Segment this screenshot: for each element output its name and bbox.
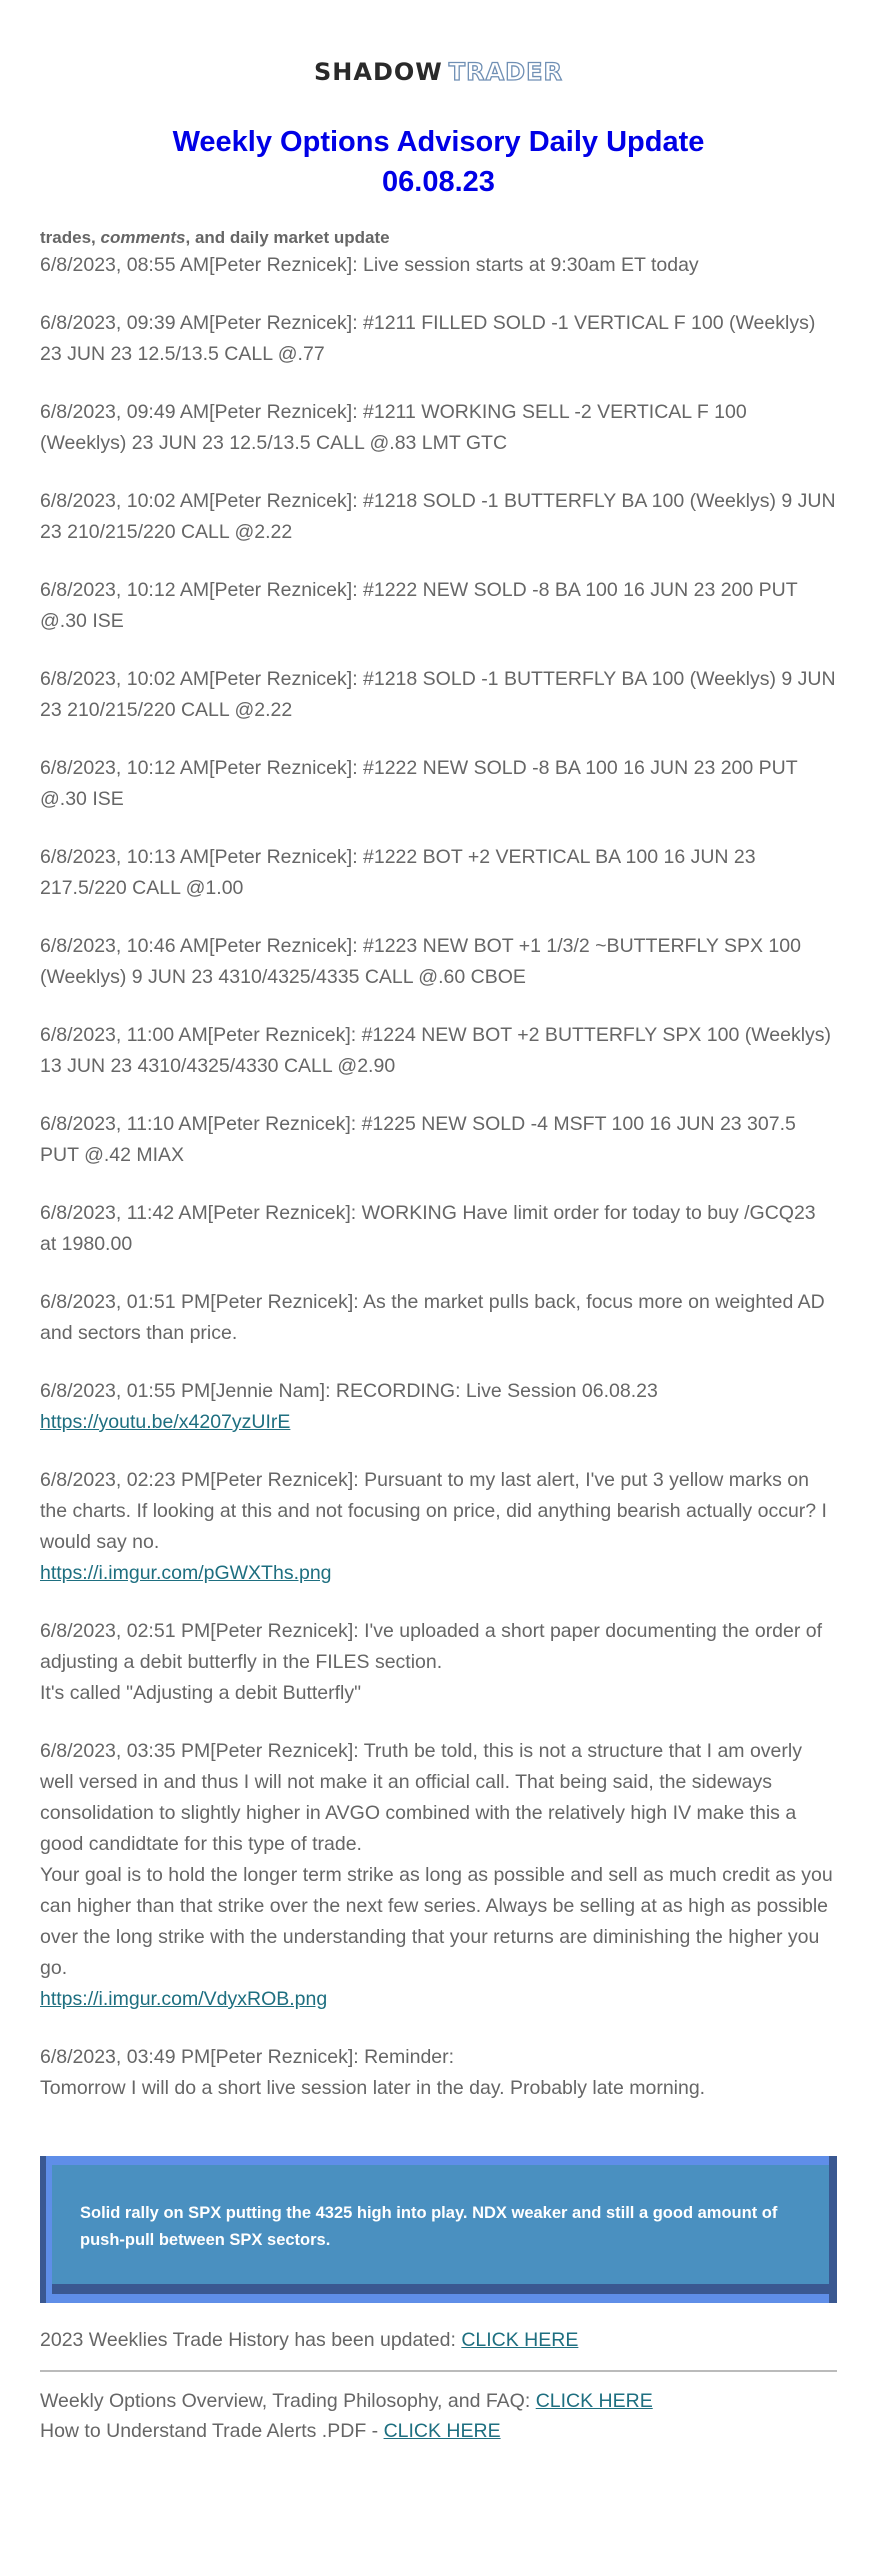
pdf-link[interactable]: CLICK HERE <box>383 2420 501 2442</box>
entry-text: 6/8/2023, 09:39 AM[Peter Reznicek]: #1211 FILLED SOLD -1 VERTICAL F 100 (Weeklys) 23 JUN 23 12.5/13.5 CALL @.77 <box>40 312 816 365</box>
history-text: 2023 Weeklies Trade History has been updated: <box>40 2329 462 2351</box>
list-item <box>40 1020 837 1082</box>
section-subtitle <box>40 226 837 250</box>
summary-text: Solid rally on SPX putting the 4325 high into play. NDX weaker and still a good amount of push-pull between SPX sectors. <box>52 2165 829 2294</box>
list-item <box>40 931 837 993</box>
shadow-trader-logo <box>0 0 877 90</box>
list-item <box>40 397 837 459</box>
page-title <box>0 122 877 202</box>
entry-link[interactable]: https://i.imgur.com/pGWXThs.png <box>40 1562 332 1584</box>
list-item <box>40 308 837 370</box>
entry-text: 6/8/2023, 09:49 AM[Peter Reznicek]: #1211 WORKING SELL -2 VERTICAL F 100 (Weeklys) 23 JUN 23 12.5/13.5 CALL @.83 LMT GTC <box>40 401 747 454</box>
logo-part2: TRADER <box>448 58 563 86</box>
subtitle-em: comments <box>100 228 186 247</box>
entry-text: 6/8/2023, 10:13 AM[Peter Reznicek]: #1222 BOT +2 VERTICAL BA 100 16 JUN 23 217.5/220 CALL @1.00 <box>40 846 756 899</box>
entry-text: 6/8/2023, 10:12 AM[Peter Reznicek]: #1222 NEW SOLD -8 BA 100 16 JUN 23 200 PUT @.30 ISE <box>40 757 798 810</box>
pdf-text: How to Understand Trade Alerts .PDF - <box>40 2420 384 2442</box>
list-item <box>40 1376 837 1438</box>
subtitle-pre: trades, <box>40 228 101 247</box>
content <box>40 226 837 2446</box>
entry-link[interactable]: https://youtu.be/x4207yzUIrE <box>40 1411 291 1433</box>
entries-list <box>40 250 837 2104</box>
overview-text: Weekly Options Overview, Trading Philosophy, and FAQ: <box>40 2390 536 2412</box>
list-item <box>40 250 837 281</box>
list-item <box>40 753 837 815</box>
list-item <box>40 486 837 548</box>
entry-text: 6/8/2023, 01:55 PM[Jennie Nam]: RECORDING: Live Session 06.08.23 <box>40 1380 658 1402</box>
entry-text: 6/8/2023, 10:02 AM[Peter Reznicek]: #1218 SOLD -1 BUTTERFLY BA 100 (Weeklys) 9 JUN 23 210/215/220 CALL @2.22 <box>40 490 836 543</box>
entry-text: 6/8/2023, 10:02 AM[Peter Reznicek]: #1218 SOLD -1 BUTTERFLY BA 100 (Weeklys) 9 JUN 23 210/215/220 CALL @2.22 <box>40 668 836 721</box>
list-item <box>40 575 837 637</box>
history-link[interactable]: CLICK HERE <box>461 2329 579 2351</box>
entry-text: 6/8/2023, 11:42 AM[Peter Reznicek]: WORKING Have limit order for today to buy /GCQ23 at 1980.00 <box>40 1202 816 1255</box>
entry-text: 6/8/2023, 03:35 PM[Peter Reznicek]: Truth be told, this is not a structure that I am overly well versed in and thus I will not make it an official call. That being said, the sideways consolidation to slightly higher in AVGO combined with the relatively high IV make this a good candidtate for this type of trade. <box>40 1740 802 1855</box>
title-date: 06.08.23 <box>382 166 495 198</box>
list-item <box>40 1109 837 1171</box>
overview-link[interactable]: CLICK HERE <box>535 2390 653 2412</box>
entry-text: 6/8/2023, 11:10 AM[Peter Reznicek]: #1225 NEW SOLD -4 MSFT 100 16 JUN 23 307.5 PUT @.42 MIAX <box>40 1113 796 1166</box>
entry-text: 6/8/2023, 10:12 AM[Peter Reznicek]: #1222 NEW SOLD -8 BA 100 16 JUN 23 200 PUT @.30 ISE <box>40 579 798 632</box>
list-item <box>40 842 837 904</box>
list-item <box>40 1616 837 1709</box>
entry-text: 6/8/2023, 08:55 AM[Peter Reznicek]: Live session starts at 9:30am ET today <box>40 254 699 276</box>
summary-box <box>40 2156 837 2303</box>
entry-link[interactable]: https://i.imgur.com/VdyxROB.png <box>40 1988 328 2010</box>
logo-part1: SHADOW <box>314 58 443 86</box>
list-item <box>40 664 837 726</box>
title-text: Weekly Options Advisory Daily Update <box>172 126 705 158</box>
entry-text: 6/8/2023, 02:51 PM[Peter Reznicek]: I've uploaded a short paper documenting the order of adjusting a debit butterfly in the FILES section. <box>40 1620 823 1673</box>
entry-text: 6/8/2023, 03:49 PM[Peter Reznicek]: Reminder: <box>40 2046 455 2068</box>
entry-extra: It's called "Adjusting a debit Butterfly" <box>40 1682 362 1704</box>
entry-text: 6/8/2023, 11:00 AM[Peter Reznicek]: #1224 NEW BOT +2 BUTTERFLY SPX 100 (Weeklys) 13 JUN 23 4310/4325/4330 CALL @2.90 <box>40 1024 832 1077</box>
subtitle-post: , and daily market update <box>185 228 390 247</box>
divider <box>40 2370 837 2372</box>
list-item <box>40 2042 837 2104</box>
entry-text: 6/8/2023, 01:51 PM[Peter Reznicek]: As the market pulls back, focus more on weighted AD and sectors than price. <box>40 1291 825 1344</box>
footer <box>40 2325 837 2446</box>
list-item <box>40 1198 837 1260</box>
entry-text: 6/8/2023, 02:23 PM[Peter Reznicek]: Pursuant to my last alert, I've put 3 yellow marks on the charts. If looking at this and not focusing on price, did anything bearish actually occur? I would say no. <box>40 1469 827 1553</box>
list-item <box>40 1287 837 1349</box>
entry-extra: Tomorrow I will do a short live session later in the day. Probably late morning. <box>40 2077 706 2099</box>
entry-text: 6/8/2023, 10:46 AM[Peter Reznicek]: #1223 NEW BOT +1 1/3/2 ~BUTTERFLY SPX 100 (Weeklys) 9 JUN 23 4310/4325/4335 CALL @.60 CBOE <box>40 935 801 988</box>
list-item <box>40 1465 837 1589</box>
entry-extra: Your goal is to hold the longer term strike as long as possible and sell as much credit as you can higher than that strike over the next few series. Always be selling at as high as possible over the long strike with the understanding that your returns are diminishing the higher you go. <box>40 1864 833 1979</box>
list-item <box>40 1736 837 2015</box>
